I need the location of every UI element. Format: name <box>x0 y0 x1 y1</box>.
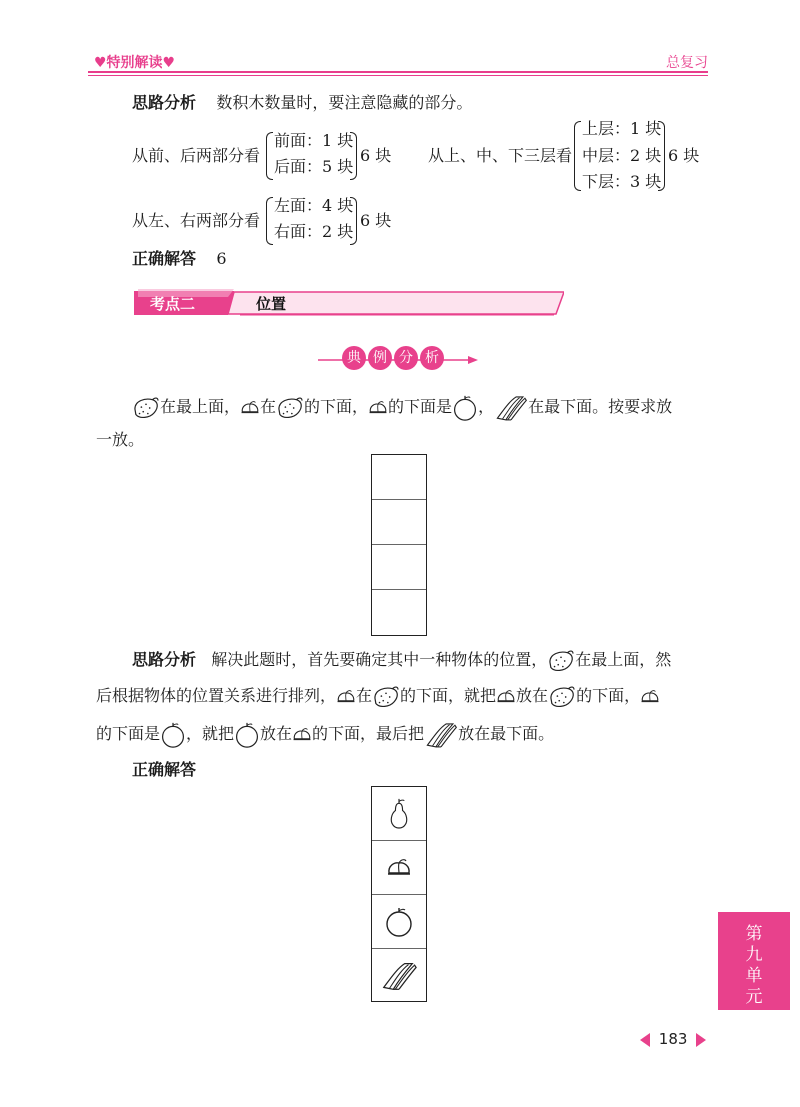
analysis-line <box>132 93 472 113</box>
peach-icon <box>292 727 312 743</box>
analysis2-text: 在最上面，然 <box>575 650 672 669</box>
section-banner <box>134 289 564 317</box>
peach-icon <box>386 858 412 878</box>
group3-left: 左面：4 块 <box>274 196 354 215</box>
analysis2-text: 后根据物体的位置关系进行排列， <box>96 686 337 705</box>
analysis2-line2 <box>96 682 660 710</box>
blank-position-grid <box>371 454 427 636</box>
header-divider-thin <box>88 75 708 76</box>
peach-icon <box>496 689 516 705</box>
peach-icon <box>336 689 356 705</box>
group3-lead: 从左、右两部分看 <box>132 211 261 230</box>
example-char: 典 <box>342 346 366 370</box>
grid-cell[interactable] <box>372 590 426 634</box>
group1-lead: 从前、后两部分看 <box>132 146 261 165</box>
next-triangle-icon <box>696 1033 706 1047</box>
analysis2-line3 <box>96 720 554 749</box>
section-tag: 考点二 <box>150 295 196 313</box>
page-number-area <box>640 1030 706 1048</box>
analysis-label: 思路分析 <box>132 93 197 112</box>
analysis2-text: 的下面，最后把 <box>312 724 425 743</box>
question-text: 在 <box>260 397 277 416</box>
left-brace <box>266 132 273 180</box>
strawberry-icon <box>548 685 576 709</box>
example-char: 例 <box>368 346 392 370</box>
analysis2-text: 解决此题时，首先要确定其中一种物体的位置， <box>211 650 548 669</box>
grid-cell <box>372 787 426 841</box>
banana-icon <box>494 394 528 422</box>
analysis2-label: 思路分析 <box>132 650 197 669</box>
group1-total: 6 块 <box>360 146 392 165</box>
analysis2-text: 放在最下面。 <box>458 724 555 743</box>
apple-icon <box>234 722 260 748</box>
grid-cell <box>372 949 426 1002</box>
page-header <box>88 50 708 72</box>
question-text: 的下面， <box>304 397 369 416</box>
group2-total: 6 块 <box>668 146 700 165</box>
banana-icon <box>380 960 418 992</box>
question-text: 在最下面。按要求放 <box>528 397 673 416</box>
header-right-title: 总复习 <box>666 55 708 71</box>
question-line <box>132 393 672 422</box>
banana-icon <box>424 721 458 749</box>
strawberry-icon <box>547 649 575 673</box>
analysis2-text: 在 <box>356 686 373 705</box>
peach-icon <box>368 400 388 416</box>
group1-back: 后面：5 块 <box>274 157 354 176</box>
grid-cell[interactable] <box>372 545 426 590</box>
group1-front: 前面：1 块 <box>274 131 354 150</box>
left-brace <box>574 121 581 191</box>
pear-icon <box>388 798 410 830</box>
analysis2-text: 的下面是 <box>96 724 161 743</box>
apple-icon <box>160 722 186 748</box>
header-divider <box>88 71 708 73</box>
answer2-label: 正确解答 <box>132 760 197 779</box>
group3-total: 6 块 <box>360 211 392 230</box>
page-number: 183 <box>658 1030 688 1048</box>
analysis2-text: 放在 <box>516 686 549 705</box>
example-char: 分 <box>394 346 418 370</box>
unit-side-tab <box>718 912 790 1010</box>
analysis2-line1 <box>132 646 671 674</box>
peach-icon <box>240 400 260 416</box>
example-header <box>318 346 480 374</box>
group2-lead: 从上、中、下三层看 <box>428 146 573 165</box>
strawberry-icon <box>132 396 160 420</box>
strawberry-icon <box>276 396 304 420</box>
analysis2-text: ，就把 <box>186 724 235 743</box>
right-brace <box>350 132 357 180</box>
grid-cell <box>372 895 426 949</box>
right-brace <box>350 197 357 245</box>
analysis2-text: 放在 <box>260 724 293 743</box>
question-text: 在最上面， <box>160 397 241 416</box>
answer-line <box>132 249 227 269</box>
grid-cell <box>372 841 426 895</box>
analysis2-text: 的下面， <box>576 686 641 705</box>
group3-right: 右面：2 块 <box>274 222 354 241</box>
answer-label: 正确解答 <box>132 249 197 268</box>
grid-cell[interactable] <box>372 455 426 500</box>
header-left-title: ♥特别解读♥ <box>94 55 176 71</box>
apple-icon <box>452 395 478 421</box>
unit-label: 第九单元 <box>745 924 763 1007</box>
prev-triangle-icon <box>640 1033 650 1047</box>
answer-position-grid <box>371 786 427 1002</box>
question-line2: 一放。 <box>96 430 145 449</box>
left-brace <box>266 197 273 245</box>
apple-icon <box>384 907 414 937</box>
group2-middle: 中层：2 块 <box>582 146 662 165</box>
answer-value: 6 <box>216 249 227 268</box>
grid-cell[interactable] <box>372 500 426 545</box>
group2-top: 上层：1 块 <box>582 119 662 138</box>
question-text: 的下面是 <box>388 397 453 416</box>
section-title: 位置 <box>256 295 287 313</box>
example-char: 析 <box>420 346 444 370</box>
section-banner-bg <box>134 289 564 317</box>
strawberry-icon <box>372 685 400 709</box>
peach-icon <box>640 689 660 705</box>
analysis-text: 数积木数量时，要注意隐藏的部分。 <box>216 93 473 112</box>
right-brace <box>658 121 665 191</box>
group2-bottom: 下层：3 块 <box>582 172 662 191</box>
question-text: ， <box>478 397 495 416</box>
analysis2-text: 的下面，就把 <box>400 686 497 705</box>
